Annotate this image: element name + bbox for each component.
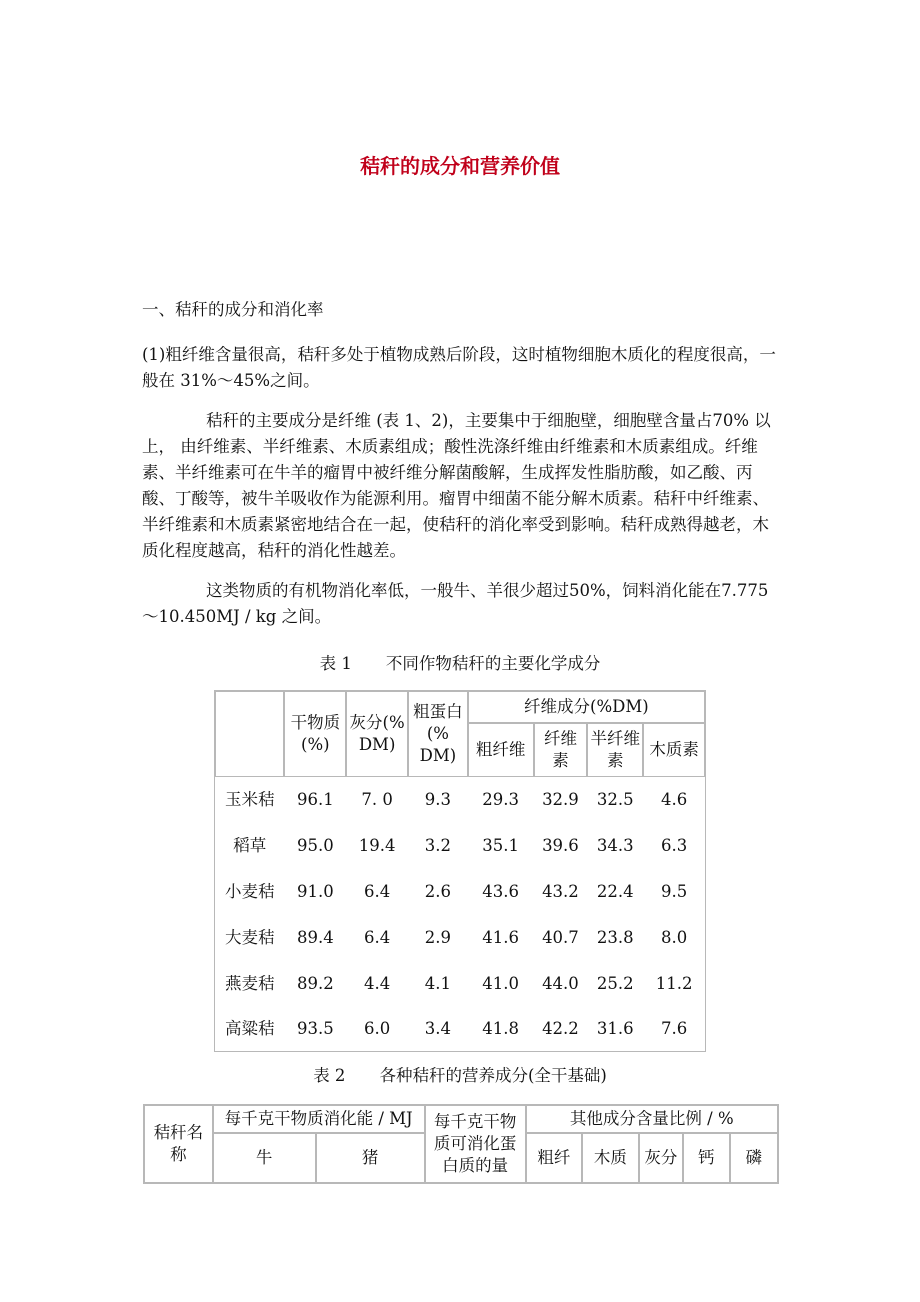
cell-value: 44.0 <box>542 974 579 993</box>
section-heading: 一、秸秆的成分和消化率 <box>142 300 324 319</box>
cell-value: 40.7 <box>542 928 579 947</box>
cell-value: 93.5 <box>296 1019 334 1038</box>
cell-value: 43.2 <box>542 882 579 901</box>
cell-value: 8.0 <box>660 928 688 947</box>
cell-value: 6.4 <box>363 882 391 901</box>
header-other-components: 其他成分含量比例 / % <box>526 1105 778 1133</box>
header-lignin: 木质 <box>582 1133 639 1183</box>
row-name: 小麦秸 <box>224 882 275 901</box>
table-row <box>215 1007 705 1051</box>
header-dry-matter: 干物质 (%) <box>284 691 346 777</box>
row-name: 高粱秸 <box>224 1019 275 1038</box>
cell-value: 41.0 <box>482 974 520 993</box>
cell-value: 43.6 <box>482 882 520 901</box>
cell-value: 25.2 <box>596 974 634 993</box>
cell-value: 19.4 <box>358 836 396 855</box>
cell-value: 11.2 <box>655 974 693 993</box>
header-digestible-protein: 每千克干物质可消化蛋白质的量 <box>425 1105 526 1183</box>
table1-caption-number: 表 1 <box>319 654 352 673</box>
cell-value: 3.4 <box>424 1019 452 1038</box>
cell-value: 89.4 <box>296 928 334 947</box>
cell-value: 42.2 <box>542 1019 579 1038</box>
header-crude-fiber: 粗纤维 <box>468 723 534 777</box>
cell-value: 2.6 <box>424 882 452 901</box>
cell-value: 4.1 <box>424 974 452 993</box>
cell-value: 4.4 <box>363 974 391 993</box>
table-row <box>215 823 705 869</box>
cell-value: 9.3 <box>424 790 452 809</box>
header-lignin: 木质素 <box>643 723 705 777</box>
header-cattle: 牛 <box>213 1133 316 1183</box>
table1-caption <box>0 650 920 674</box>
cell-value: 7.6 <box>660 1019 688 1038</box>
row-name: 稻草 <box>233 836 267 855</box>
cell-value: 32.9 <box>542 790 579 809</box>
cell-value: 32.5 <box>596 790 634 809</box>
cell-value: 29.3 <box>482 790 520 809</box>
header-phosphorus: 磷 <box>730 1133 779 1183</box>
header-ash: 灰分 <box>639 1133 683 1183</box>
paragraph-2: 秸秆的主要成分是纤维 (表 1、2)，主要集中于细胞壁，细胞壁含量占70% 以上， 由纤维素、半纤维素、木质素组成；酸性洗涤纤维由纤维素和木质素组成。纤维素、半纤维素可在牛羊的瘤胃中被纤维分解菌酸解，生成挥发性脂肪酸，如乙酸、丙酸、丁酸等，被牛羊吸收作为能源利用。瘤胃中细菌不能分解木质素。秸秆中纤维素、半纤维素和木质素紧密地结合在一起，使秸秆的消化率受到影响。秸秆成熟得越老，木质化程度越高，秸秆的消化性越差。 <box>142 411 771 560</box>
cell-value: 39.6 <box>542 836 579 855</box>
cell-value: 2.9 <box>424 928 452 947</box>
page-title: 秸秆的成分和营养价值 <box>360 154 560 178</box>
paragraph-1: (1)粗纤维含量很高，秸秆多处于植物成熟后阶段，这时植物细胞木质化的程度很高，一般在 31%～45%之间。 <box>142 345 776 390</box>
table2-caption-text: 各种秸秆的营养成分(全干基础) <box>379 1066 607 1085</box>
cell-value: 95.0 <box>296 836 334 855</box>
cell-value: 96.1 <box>296 790 334 809</box>
table-row <box>215 777 705 823</box>
table-row <box>215 961 705 1007</box>
table2-caption-number: 表 2 <box>313 1066 346 1085</box>
table-nutrient-composition <box>143 1104 779 1184</box>
cell-value: 22.4 <box>596 882 634 901</box>
table1-caption-text: 不同作物秸秆的主要化学成分 <box>385 654 601 673</box>
row-name: 大麦秸 <box>224 928 275 947</box>
header-hemicellulose: 半纤维素 <box>587 723 643 777</box>
header-fiber-group: 纤维成分(%DM) <box>468 691 705 723</box>
cell-value: 7. 0 <box>361 790 393 809</box>
cell-value: 34.3 <box>596 836 634 855</box>
table-row <box>215 915 705 961</box>
cell-value: 6.3 <box>660 836 688 855</box>
header-cellulose: 纤维素 <box>534 723 588 777</box>
table2-caption <box>0 1062 920 1086</box>
cell-value: 91.0 <box>296 882 334 901</box>
row-name: 燕麦秸 <box>224 974 275 993</box>
cell-value: 89.2 <box>296 974 334 993</box>
paragraph-3: 这类物质的有机物消化率低，一般牛、羊很少超过50%，饲料消化能在7.775～10.450MJ / kg 之间。 <box>142 581 769 626</box>
corner-cell <box>215 691 284 777</box>
row-name: 玉米秸 <box>224 790 275 809</box>
table-chemical-composition <box>214 690 706 1052</box>
header-crude-fiber: 粗纤 <box>526 1133 583 1183</box>
cell-value: 41.8 <box>482 1019 520 1038</box>
cell-value: 9.5 <box>660 882 688 901</box>
header-calcium: 钙 <box>683 1133 729 1183</box>
cell-value: 41.6 <box>482 928 520 947</box>
cell-value: 31.6 <box>596 1019 634 1038</box>
table-row <box>215 869 705 915</box>
header-pig: 猪 <box>316 1133 425 1183</box>
header-digestible-energy: 每千克干物质消化能 / MJ <box>213 1105 425 1133</box>
cell-value: 4.6 <box>660 790 688 809</box>
header-straw-name: 秸秆名称 <box>144 1105 213 1183</box>
cell-value: 23.8 <box>596 928 634 947</box>
cell-value: 6.0 <box>363 1019 391 1038</box>
header-ash: 灰分(% DM) <box>346 691 408 777</box>
header-crude-protein: 粗蛋白(% DM) <box>408 691 468 777</box>
cell-value: 3.2 <box>424 836 452 855</box>
cell-value: 35.1 <box>482 836 520 855</box>
cell-value: 6.4 <box>363 928 391 947</box>
